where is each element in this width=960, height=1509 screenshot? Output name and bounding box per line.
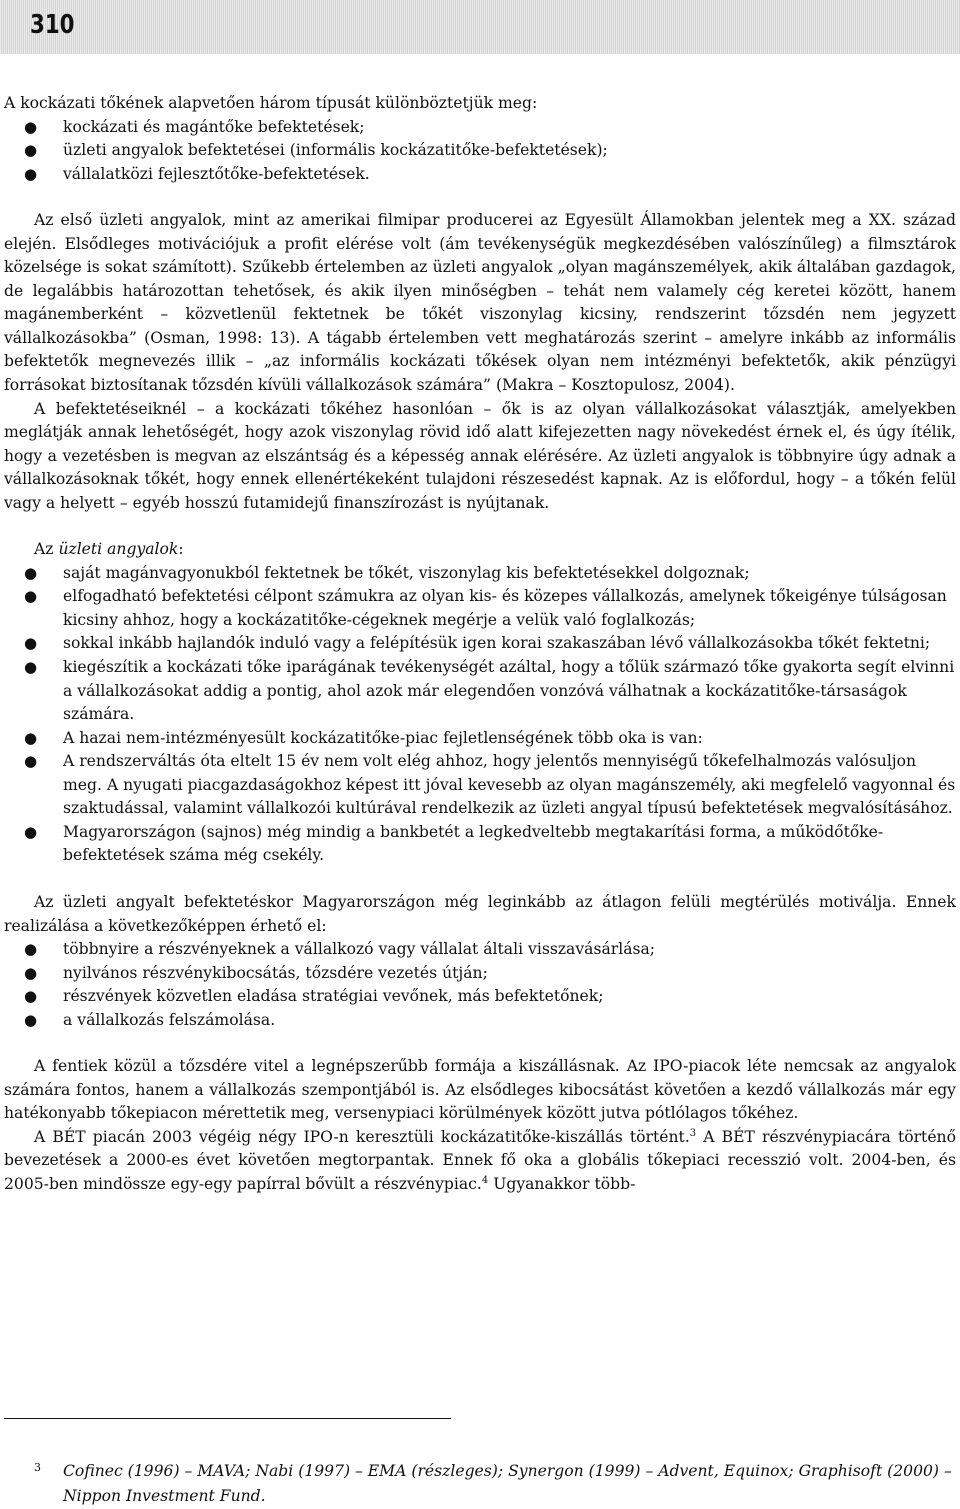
exit-list — [4, 938, 956, 1032]
list-item: ● többnyire a részvényeknek a vállalkozó vagy vállalat általi visszavásárlása; — [4, 938, 956, 962]
footnote-ref[interactable]: 4 — [481, 1174, 489, 1186]
list-item: ● sokkal inkább hajlandók induló vagy a felépítésük igen korai szakaszában lévő vállalkozásokba tőkét fektetni; — [4, 632, 956, 656]
bullet-icon: ● — [24, 822, 38, 841]
bullet-icon: ● — [24, 1010, 38, 1029]
bullet-icon: ● — [24, 658, 38, 677]
page-number: 310 — [30, 10, 75, 40]
paragraph: A BÉT piacán 2003 végéig négy IPO-n keresztüli kockázatitőke-kiszállás történt.$^3$ A BÉT részvénypiacára történő bevezetések a 2000-es évet követően megtorpantak. Ennek fő oka a globális tőkepiaci recesszió volt. 2004-ben, és 2005-ben mindössze egy-egy papírral bővült a részvénypiac.$^4$ Ugyanakkor több- — [4, 1127, 956, 1193]
list-item: ● üzleti angyalok befektetései (informális kockázatitőke-befektetések); — [4, 139, 956, 163]
list-item: ● saját magánvagyonukból fektetnek be tőkét, viszonylag kis befektetésekkel dolgoznak; — [4, 562, 956, 586]
list-item: ● kockázati és magántőke befektetések; — [4, 116, 956, 140]
paragraph: A befektetéseiknél – a kockázati tőkéhez hasonlóan – ők is az olyan vállalkozásokat választják, amelyekben meglátják annak lehetőségét, hogy azok viszonylag rövid idő alatt kifejezetten nagy növekedést érnek el, és úgy ítélik, hogy a vezetésben is megvan az elszántság és a képesség annak elérésére. Az üzleti angyalok is többnyire úgy adnak a vállalkozásoknak tőkét, hogy ennek ellenértékeként tulajdoni részesedést kapnak. Az is előfordul, hogy – a tőkén felül vagy a helyett – egyéb hosszú futamidejű finanszírozást is nyújtanak. — [4, 399, 956, 512]
list-item: ● Magyarországon (sajnos) még mindig a bankbetét a legkedveltebb megtakarítási forma, a működőtőke-befektetések száma még csekély. — [24, 822, 884, 865]
bullet-icon: ● — [24, 963, 38, 982]
bullet-icon: ● — [24, 563, 38, 582]
angels-list — [4, 562, 956, 868]
angels-emphasis: üzleti angyalok — [58, 540, 179, 559]
list-item: ● a vállalkozás felszámolása. — [4, 1009, 956, 1033]
bullet-icon: ● — [24, 634, 38, 653]
footnote-ref[interactable]: 3 — [689, 1127, 697, 1139]
bullet-icon: ● — [24, 141, 38, 160]
exit-intro: Az üzleti angyalt befektetéskor Magyarországon még leginkább az átlagon felüli megtérülés motiválja. Ennek realizálása a következőképpen érhető el: — [4, 892, 956, 935]
angels-intro: Az üzleti angyalok: — [34, 540, 184, 559]
bullet-icon: ● — [24, 587, 38, 606]
footnote — [4, 1459, 956, 1509]
list-item: ● vállalatközi fejlesztőtőke-befektetések. — [4, 163, 956, 187]
footnote-mark: 3 — [34, 1461, 41, 1474]
list-item: ● elfogadható befektetési célpont számukra az olyan kis- és közepes vállalkozás, amelynek tőkeigénye túlságosan kicsiny ahhoz, hogy a kockázatitőke-cégeknek megérje a velük való foglalkozás; — [24, 587, 947, 629]
paragraph: Az első üzleti angyalok, mint az amerikai filmipar producerei az Egyesült Államokban jelentek meg a XX. század elején. Elsődleges motivációjuk a profit elérése volt (ám tevékenységük megkezdésében valószínűleg) a filmsztárok közelsége is sokat számított). Szűkebb értelemben az üzleti angyalok „olyan magánszemélyek, akik általában gazdagok, de legalábbis határozottan tehetősek, és akik ilyen minőségben – tehát nem valamely cég keretei között, hanem magánemberként – közvetlenül fektetnek be tőkét viszonylag kicsiny, rendszerint tőzsdén nem jegyzett vállalkozásokba” (Osman, 1998: 13). A tágabb értelemben vett meghatározás szerint – amelyre inkább az informális befektetők megnevezés illik – „az informális kockázati tőkések olyan nem intézményi befektetők, akik pénzügyi forrásokat biztosítanak tőzsdén kívüli vállalkozások számára” (Makra – Kosztopulosz, 2004). — [4, 211, 956, 395]
types-intro: A kockázati tőkének alapvetően három típusát különböztetjük meg: — [4, 94, 538, 112]
bullet-icon: ● — [24, 164, 38, 183]
footnote-text: Cofinec (1996) – MAVA; Nabi (1997) – EMA (részleges); Synergon (1999) – Advent, Equinox; Graphisoft (2000) – Nippon Investment Fund. — [63, 1462, 952, 1505]
bullet-icon: ● — [24, 987, 38, 1006]
list-item: ● A hazai nem-intézményesült kockázatitőke-piac fejletlenségének több oka is van: — [4, 727, 956, 751]
bullet-icon: ● — [24, 940, 38, 959]
paragraph: A fentiek közül a tőzsdére vitel a legnépszerűbb formája a kiszállásnak. Az IPO-piacok léte nemcsak az angyalok számára fontos, hanem a vállalkozás szempontjából is. Az elsődleges kibocsátást követően a kezdő vállalkozás már egy hatékonyabb tőkepiacon mérettetik meg, versenypiaci körülmények között jutva pótlólagos tőkéhez. — [4, 1057, 956, 1123]
list-item: ● részvények közvetlen eladása stratégiai vevőnek, más befektetőnek; — [4, 985, 956, 1009]
bullet-icon: ● — [24, 117, 38, 136]
list-item: ● A rendszerváltás óta eltelt 15 év nem volt elég ahhoz, hogy jelentős mennyiségű tőkefelhalmozás valósuljon meg. A nyugati piacgazdaságokhoz képest itt jóval kevesebb az olyan magánszemély, aki megfelelő vagyonnal és szaktudással, valamint vállalkozói kultúrával rendelkezik az üzleti angyal típusú befektetések megvalósításához. — [24, 752, 956, 818]
footnote-divider — [4, 1418, 451, 1419]
bullet-icon: ● — [24, 728, 38, 747]
list-item: ● kiegészítik a kockázati tőke iparágának tevékenységét azáltal, hogy a tőlük származó tőke gyakorta segít elvinni a vállalkozásokat addig a pontig, ahol azok már elegendően vonzóvá válhatnak a kockázatitőke-társaságok számára. — [24, 658, 955, 724]
list-item: ● nyilvános részvénykibocsátás, tőzsdére vezetés útján; — [4, 962, 956, 986]
page-body — [4, 92, 956, 1197]
types-list — [4, 116, 956, 187]
bullet-icon: ● — [24, 752, 38, 771]
header-band — [0, 0, 960, 54]
